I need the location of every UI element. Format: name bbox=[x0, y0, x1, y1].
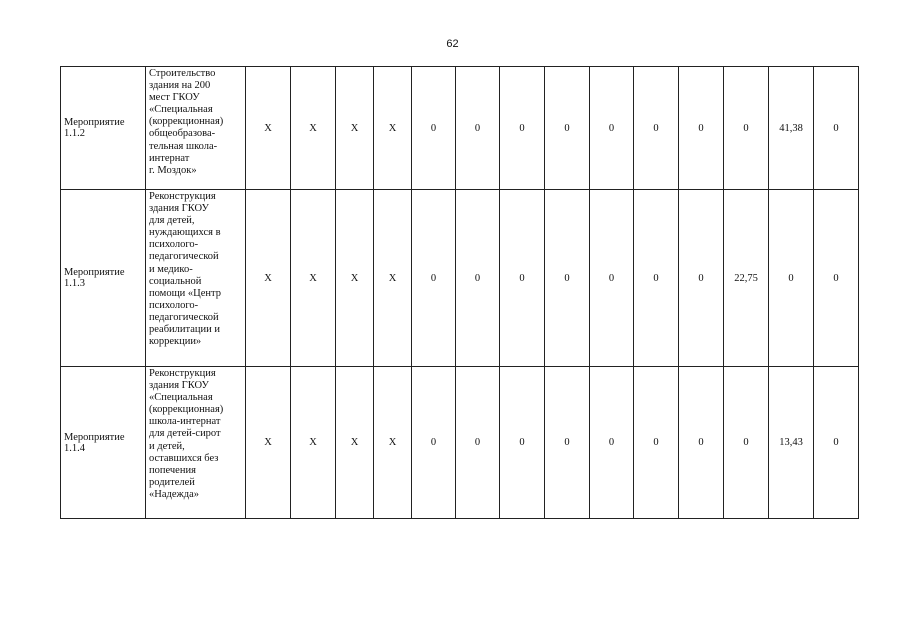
value-cell: 0 bbox=[634, 67, 679, 190]
description-line: помощи «Центр bbox=[149, 287, 221, 299]
activity-name-line: Мероприятие bbox=[64, 267, 125, 278]
value-cell: Х bbox=[246, 67, 291, 190]
activity-name-line: 1.1.3 bbox=[64, 278, 85, 289]
value-cell: 0 bbox=[412, 367, 456, 519]
value-cell: 0 bbox=[545, 367, 590, 519]
value-cell: 0 bbox=[545, 67, 590, 190]
value-cell: 0 bbox=[456, 67, 500, 190]
description-line: здания на 200 bbox=[149, 80, 211, 92]
description-line: коррекции» bbox=[149, 336, 202, 348]
value-cell: 0 bbox=[634, 367, 679, 519]
description-line: попечения bbox=[149, 464, 196, 476]
table-row bbox=[61, 67, 859, 190]
value-cell: Х bbox=[374, 67, 412, 190]
description-line: (коррекционная) bbox=[149, 116, 224, 128]
description-line: общеобразова- bbox=[149, 128, 216, 140]
description-line: интернат bbox=[149, 152, 190, 164]
description-line: для детей, bbox=[149, 215, 195, 227]
value-cell: 0 bbox=[412, 67, 456, 190]
value-cell: 0 bbox=[679, 367, 724, 519]
value-cell: 41,38 bbox=[769, 67, 814, 190]
value-cell: Х bbox=[291, 67, 336, 190]
activity-name-line: 1.1.4 bbox=[64, 442, 85, 454]
activity-name-line: Мероприятие bbox=[64, 431, 125, 443]
value-cell: 0 bbox=[724, 367, 769, 519]
value-cell: 0 bbox=[769, 190, 814, 367]
description-line: для детей-сирот bbox=[149, 428, 221, 440]
activity-description-cell bbox=[146, 367, 246, 519]
description-line: тельная школа- bbox=[149, 140, 218, 152]
value-cell: 0 bbox=[814, 190, 859, 367]
description-line: здания ГКОУ bbox=[149, 203, 209, 215]
value-cell: 0 bbox=[814, 67, 859, 190]
value-cell: 0 bbox=[456, 190, 500, 367]
value-cell: 22,75 bbox=[724, 190, 769, 367]
activity-name-cell bbox=[61, 67, 146, 190]
value-cell: 0 bbox=[500, 190, 545, 367]
value-cell: Х bbox=[336, 67, 374, 190]
value-cell: 0 bbox=[590, 190, 634, 367]
table-row bbox=[61, 190, 859, 367]
description-line: социальной bbox=[149, 275, 202, 287]
value-cell: Х bbox=[246, 367, 291, 519]
value-cell: 0 bbox=[500, 67, 545, 190]
description-line: здания ГКОУ bbox=[149, 380, 209, 392]
description-line: «Специальная bbox=[149, 392, 213, 404]
value-cell: 0 bbox=[590, 67, 634, 190]
value-cell: Х bbox=[374, 190, 412, 367]
description-line: и детей, bbox=[149, 440, 185, 452]
description-line: реабилитации и bbox=[149, 324, 220, 336]
table-row bbox=[61, 367, 859, 519]
description-line: Реконструкция bbox=[149, 368, 216, 379]
value-cell: 0 bbox=[679, 67, 724, 190]
description-line: родителей bbox=[149, 476, 195, 488]
value-cell: 0 bbox=[814, 367, 859, 519]
activity-description-cell bbox=[146, 190, 246, 367]
value-cell: Х bbox=[291, 367, 336, 519]
activity-description-cell bbox=[146, 67, 246, 190]
value-cell: Х bbox=[291, 190, 336, 367]
description-line: педагогической bbox=[149, 251, 219, 263]
page-number: 62 bbox=[446, 38, 459, 50]
value-cell: 0 bbox=[545, 190, 590, 367]
description-line: психолого- bbox=[149, 299, 199, 311]
activity-name-line: Мероприятие bbox=[64, 117, 125, 128]
value-cell: 0 bbox=[412, 190, 456, 367]
description-line: психолого- bbox=[149, 239, 199, 251]
value-cell: Х bbox=[374, 367, 412, 519]
program-table bbox=[60, 66, 859, 519]
description-line: школа-интернат bbox=[149, 416, 221, 428]
description-line: мест ГКОУ bbox=[149, 92, 200, 104]
description-line: оставшихся без bbox=[149, 452, 219, 464]
description-line: педагогической bbox=[149, 311, 219, 323]
value-cell: Х bbox=[246, 190, 291, 367]
activity-name-line: 1.1.2 bbox=[64, 128, 85, 139]
description-line: Строительство bbox=[149, 68, 216, 79]
activity-name-cell bbox=[61, 190, 146, 367]
value-cell: 0 bbox=[724, 67, 769, 190]
value-cell: Х bbox=[336, 367, 374, 519]
description-line: «Надежда» bbox=[149, 488, 200, 500]
description-line: «Специальная bbox=[149, 104, 213, 116]
value-cell: 0 bbox=[590, 367, 634, 519]
activity-name-cell bbox=[61, 367, 146, 519]
value-cell: 0 bbox=[456, 367, 500, 519]
value-cell: 0 bbox=[500, 367, 545, 519]
value-cell: 0 bbox=[634, 190, 679, 367]
value-cell: Х bbox=[336, 190, 374, 367]
description-line: нуждающихся в bbox=[149, 227, 221, 239]
description-line: и медико- bbox=[149, 263, 193, 275]
description-line: Реконструкция bbox=[149, 191, 216, 202]
value-cell: 0 bbox=[679, 190, 724, 367]
value-cell: 13,43 bbox=[769, 367, 814, 519]
description-line: (коррекционная) bbox=[149, 404, 224, 416]
description-line: г. Моздок» bbox=[149, 164, 197, 176]
